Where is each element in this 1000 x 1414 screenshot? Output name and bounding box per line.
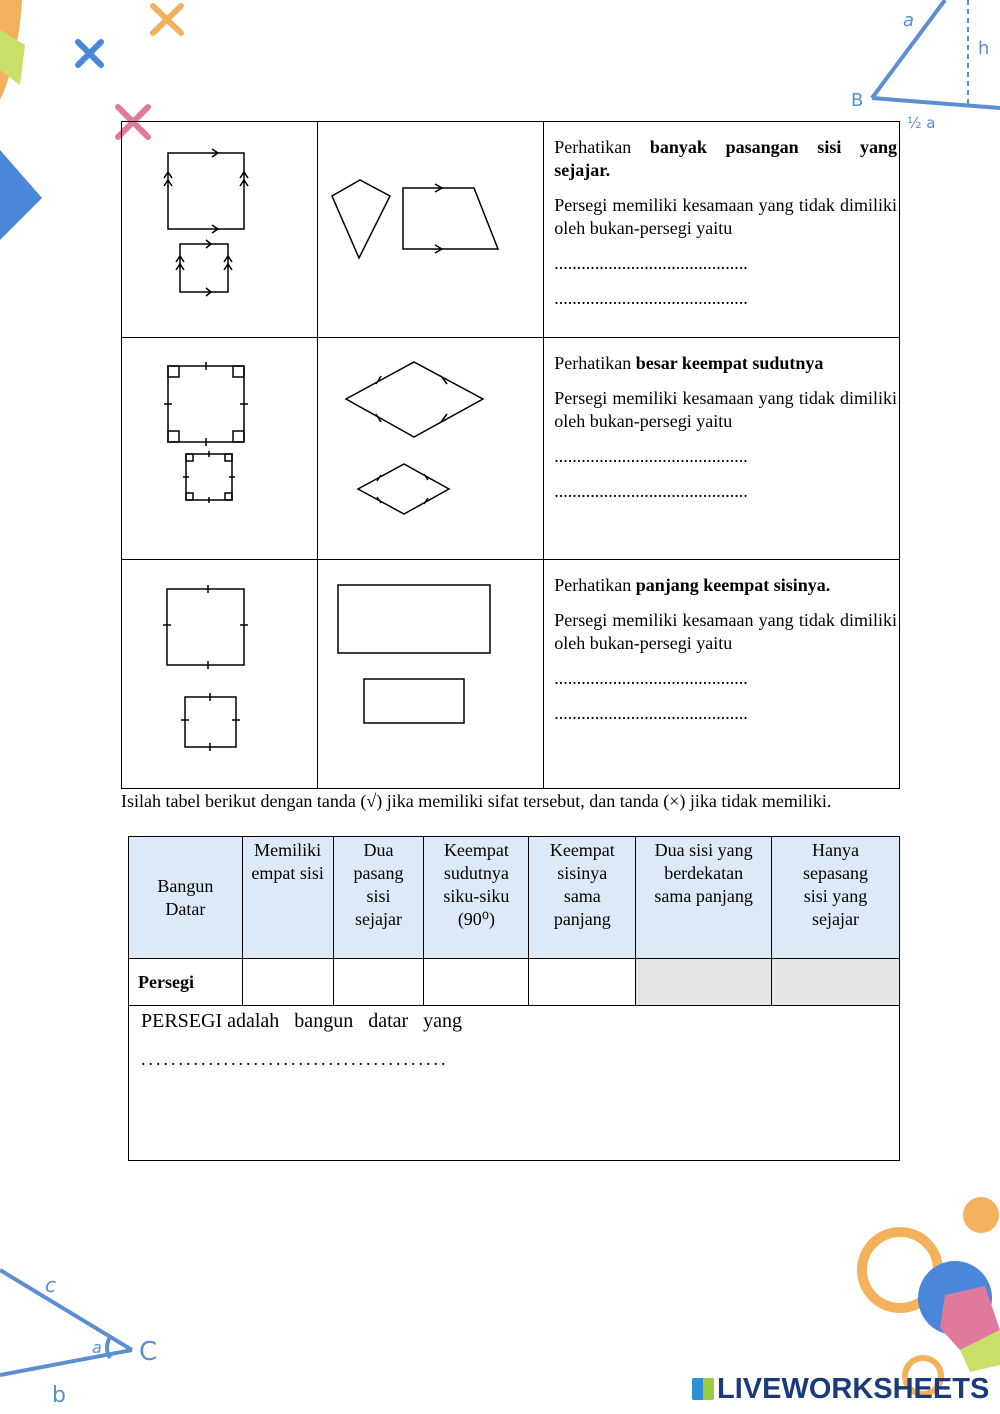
svg-text:c: c: [45, 1273, 56, 1297]
header-adjacent-equal: Dua sisi yang berdekatan sama panjang: [636, 837, 772, 959]
rhombus-figure: [318, 338, 544, 559]
focus-label-1: banyak pasangan sisi yang sejajar.: [554, 137, 898, 180]
svg-text:a: a: [92, 1338, 102, 1357]
row-parallel-sides: [122, 122, 900, 338]
squares-parallel-arrows-figure: [122, 122, 317, 337]
header-one-pair-parallel: Hanya sepasang sisi yang sejajar: [772, 837, 900, 959]
property-header-row: [129, 837, 900, 959]
focus-label-2: besar keempat sudutnya: [635, 353, 824, 373]
answer-line-1b[interactable]: ...........................................: [554, 288, 748, 308]
square-row: [129, 959, 900, 1006]
question-cell-2: Perhatikan besar keempat sudutnya Persegi memiliki kesamaan yang tidak dimiliki oleh bukan-persegi yaitu ........................................... ...........................................: [544, 338, 900, 560]
answer-cell-adjacent-equal[interactable]: [636, 959, 772, 1006]
squares-right-angle-figure: [122, 338, 317, 559]
definition-cell: [129, 1006, 900, 1161]
answer-cell-equal-sides[interactable]: [529, 959, 636, 1006]
triangle-label-b: B: [851, 90, 864, 111]
non-square-examples-cell: [317, 122, 544, 338]
header-two-pairs-parallel: Dua pasang sisi sejajar: [333, 837, 424, 959]
question-cell-1: Perhatikan banyak pasangan sisi yang sejajar. Persegi memiliki kesamaan yang tidak dimiliki oleh bukan-persegi yaitu ........................................... ...........................................: [544, 122, 900, 338]
header-shape: Bangun Datar: [129, 837, 243, 959]
definition-lead: PERSEGI adalah bangun datar yang: [141, 1010, 463, 1032]
definition-answer-line[interactable]: .........................................: [141, 1049, 449, 1069]
rectangles-figure: [318, 560, 544, 788]
angle-note: (90⁰): [457, 909, 496, 929]
squares-equal-sides-figure: [122, 560, 317, 788]
row-label-persegi: Persegi: [129, 959, 243, 1006]
answer-cell-one-pair-parallel[interactable]: [772, 959, 900, 1006]
triangle-label-a: a: [903, 10, 915, 31]
answer-line-3a[interactable]: ...........................................: [554, 668, 748, 688]
header-equal-sides: Keempat sisinya sama panjang: [529, 837, 636, 959]
non-square-examples-cell: [317, 560, 544, 789]
instruction-text: Isilah tabel berikut dengan tanda (√) jika memiliki sifat tersebut, dan tanda (×) jika tidak memiliki.: [121, 791, 832, 811]
svg-text:b: b: [52, 1383, 66, 1408]
focus-label-3: panjang keempat sisinya.: [635, 575, 831, 595]
svg-text:C: C: [139, 1337, 158, 1367]
square-examples-cell: [122, 338, 318, 560]
row-angles: [122, 338, 900, 560]
question-cell-3: Perhatikan panjang keempat sisinya. Persegi memiliki kesamaan yang tidak dimiliki oleh bukan-persegi yaitu ........................................... ...........................................: [544, 560, 900, 789]
answer-cell-two-pairs-parallel[interactable]: [333, 959, 424, 1006]
square-examples-cell: [122, 122, 318, 338]
row-side-lengths: [122, 560, 900, 789]
definition-row: [129, 1006, 900, 1161]
answer-line-2b[interactable]: ...........................................: [554, 481, 748, 501]
logo-icon: [692, 1378, 714, 1400]
answer-line-1a[interactable]: ...........................................: [554, 253, 748, 273]
header-right-angles: Keempat sudutnya siku-siku (90⁰): [424, 837, 529, 959]
question-text-3: Persegi memiliki kesamaan yang tidak dimiliki oleh bukan-persegi yaitu: [554, 610, 897, 653]
triangle-label-h: h: [978, 38, 990, 59]
property-table: [128, 836, 900, 1161]
triangle-label-half-a: ½ a: [907, 114, 936, 132]
header-four-sides: Memiliki empat sisi: [242, 837, 333, 959]
answer-line-3b[interactable]: ...........................................: [554, 703, 748, 723]
non-square-examples-cell: [317, 338, 544, 560]
liveworksheets-logo: LIVEWORKSHEETS: [692, 1373, 989, 1406]
question-text-1: Persegi memiliki kesamaan yang tidak dimiliki oleh bukan-persegi yaitu: [554, 195, 897, 238]
kite-trapezoid-figure: [318, 122, 544, 337]
square-examples-cell: [122, 560, 318, 789]
answer-cell-right-angles[interactable]: [424, 959, 529, 1006]
comparison-table: [121, 121, 900, 789]
answer-cell-four-sides[interactable]: [242, 959, 333, 1006]
question-text-2: Persegi memiliki kesamaan yang tidak dimiliki oleh bukan-persegi yaitu: [554, 388, 897, 431]
answer-line-2a[interactable]: ...........................................: [554, 446, 748, 466]
